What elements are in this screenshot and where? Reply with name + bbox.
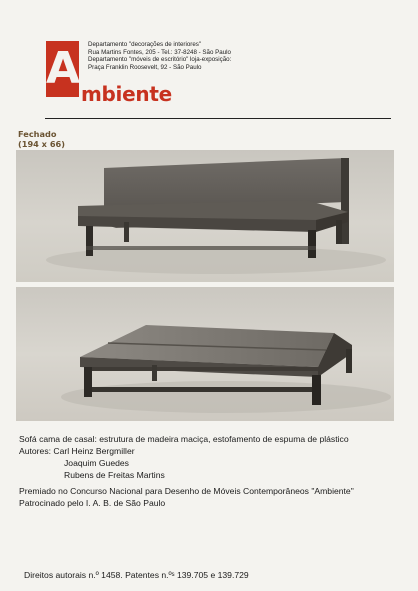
photo-sofa-open — [16, 287, 394, 421]
header-addresses — [88, 41, 408, 71]
caption-description: Sofá cama de casal: estrutura de madeira maciça, estofamento de espuma de plástico — [19, 434, 349, 444]
award-line: Premiado no Concurso Nacional para Desenho de Móveis Contemporâneos "Ambiente" — [19, 486, 354, 496]
authors-row — [19, 445, 413, 457]
photo-sofa-closed — [16, 150, 394, 282]
sponsor-line: Patrocinado pelo I. A. B. de São Paulo — [19, 498, 166, 508]
logo-mark — [46, 41, 79, 97]
logo-initial: A — [46, 43, 80, 94]
rights-footer: Direitos autorais n.º 1458. Patentes n.ºˢ 139.705 e 139.729 — [24, 570, 249, 580]
dept1-name: Departamento "decorações de interiores" — [88, 41, 202, 48]
sofa-closed-image — [16, 150, 394, 282]
dept1-address: Rua Martins Fontes, 205 - Tel.: 37-8248 - São Paulo — [88, 48, 231, 56]
logo-wordmark: mbiente — [81, 82, 172, 106]
photo-label-closed — [18, 129, 65, 149]
caption-block — [19, 433, 413, 509]
authors-label: Autores: — [19, 446, 52, 456]
author-1: Carl Heinz Bergmiller — [53, 446, 135, 456]
author-3: Rubens de Freitas Martins — [64, 470, 165, 480]
photo-dimensions-closed: (194 x 66) — [18, 139, 65, 149]
header-divider — [45, 118, 391, 119]
dept2-name: Departamento "móveis de escritório" loja-exposição: — [88, 56, 232, 64]
photo-state-closed: Fechado — [18, 129, 57, 139]
author-2: Joaquim Guedes — [64, 458, 129, 468]
sofa-open-image — [16, 287, 394, 421]
dept2-address: Praça Franklin Roosevelt, 92 - São Paulo — [88, 63, 202, 71]
